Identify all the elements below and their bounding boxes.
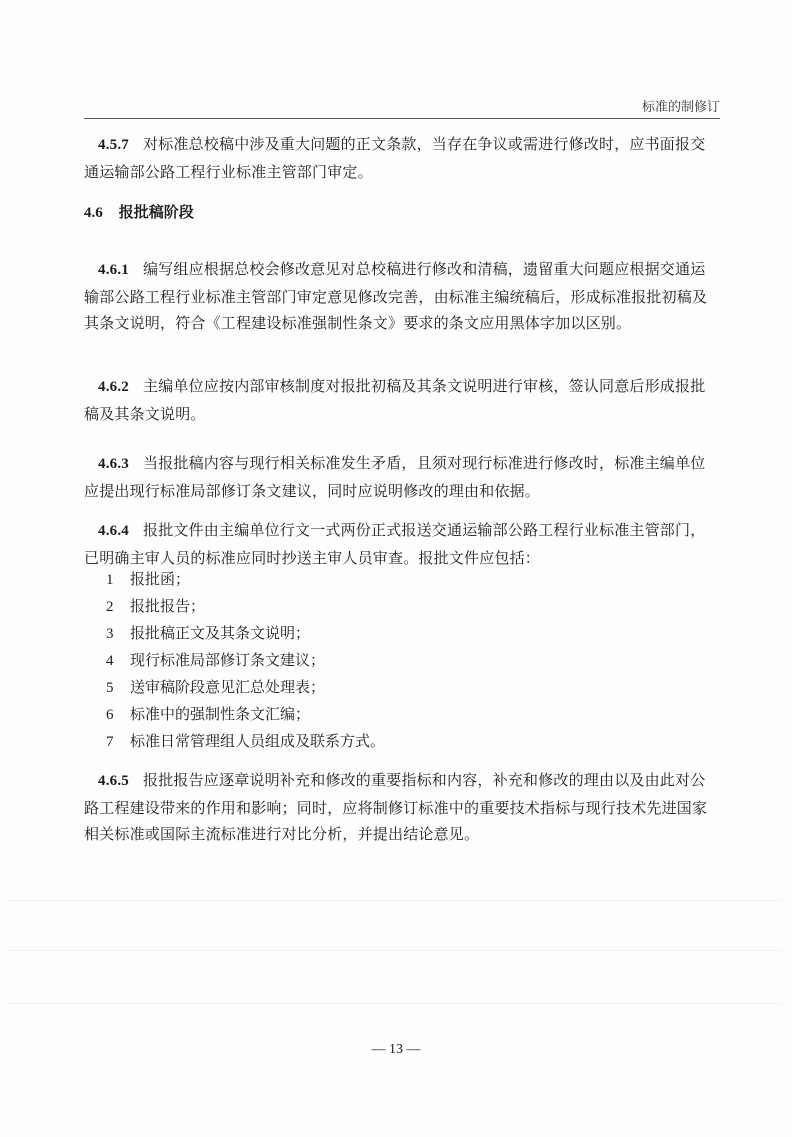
scan-artifact-line [10, 900, 782, 901]
list-item: 5 送审稿阶段意见汇总处理表； [106, 678, 326, 696]
clause-number: 4.6.5 [98, 773, 129, 789]
submission-document-list [106, 566, 385, 755]
list-item: 4 现行标准局部修订条文建议； [106, 651, 326, 669]
clause-4-6-4 [84, 517, 712, 571]
list-item: 7 标准日常管理组人员组成及联系方式。 [106, 732, 386, 750]
clause-number: 4.5.7 [98, 137, 129, 153]
clause-number: 4.6.3 [98, 456, 129, 472]
clause-text: 主编单位应按内部审核制度对报批初稿及其条文说明进行审核，签认同意后形成报批稿及其条文说明。 [84, 377, 706, 423]
clause-text: 编写组应根据总校会修改意见对总校稿进行修改和清稿，遗留重大问题应根据交通运输部公路工程行业标准主管部门审定意见修改完善，由标准主编统稿后，形成标准报批初稿及其条文说明，符合《工程建设标准强制性条文》要求的条文应用黑体字加以区别。 [84, 260, 708, 332]
clause-number: 4.6.2 [98, 379, 129, 395]
section-title: 报批稿阶段 [118, 203, 194, 221]
clause-text: 报批报告应逐章说明补充和修改的重要指标和内容，补充和修改的理由以及由此对公路工程建设带来的作用和影响；同时，应将制修订标准中的重要技术指标与现行技术先进国家相关标准或国际主流标准进行对比分析，并提出结论意见。 [84, 771, 708, 843]
scan-artifact-line [10, 1003, 782, 1004]
list-item: 3 报批稿正文及其条文说明； [106, 624, 311, 642]
clause-4-6-1 [84, 256, 712, 337]
clause-4-6-2 [84, 373, 712, 427]
list-item: 2 报批报告； [106, 597, 206, 615]
clause-text: 对标准总校稿中涉及重大问题的正文条款，当存在争议或需进行修改时，应书面报交通运输部公路工程行业标准主管部门审定。 [84, 135, 706, 181]
clause-4-5-7 [84, 131, 712, 185]
clause-text: 报批文件由主编单位行文一式两份正式报送交通运输部公路工程行业标准主管部门，已明确主审人员的标准应同时抄送主审人员审查。报批文件应包括： [84, 521, 706, 567]
running-header-title: 标准的制修订 [641, 100, 720, 115]
section-heading-4-6 [84, 201, 194, 222]
list-item: 1 报批函； [106, 570, 191, 588]
clause-4-6-3 [84, 450, 712, 504]
clause-number: 4.6.4 [98, 523, 129, 539]
scan-artifact-line [10, 950, 782, 951]
clause-4-6-5 [84, 767, 712, 848]
clause-text: 当报批稿内容与现行相关标准发生矛盾，且须对现行标准进行修改时，标准主编单位应提出现行标准局部修订条文建议，同时应说明修改的理由和依据。 [84, 454, 706, 500]
list-item: 6 标准中的强制性条文汇编； [106, 705, 311, 723]
page-number: — 13 — [371, 1042, 421, 1057]
header-rule [84, 118, 720, 119]
section-number: 4.6 [84, 205, 103, 221]
clause-number: 4.6.1 [98, 262, 129, 278]
